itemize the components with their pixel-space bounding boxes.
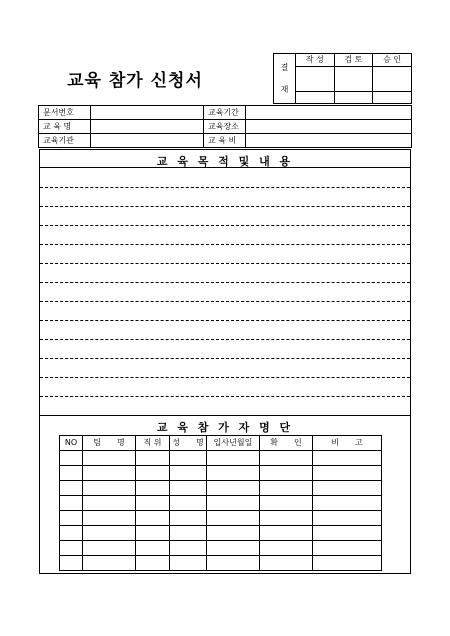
cell[interactable] — [170, 556, 207, 571]
cell[interactable] — [136, 466, 170, 481]
writing-line — [40, 187, 410, 188]
cell[interactable] — [207, 556, 260, 571]
approval-col-author: 작 성 — [296, 54, 335, 67]
cell[interactable] — [260, 451, 313, 466]
edu-name-field[interactable] — [91, 120, 204, 134]
table-row — [60, 451, 382, 466]
table-row — [60, 496, 382, 511]
cell[interactable] — [313, 466, 382, 481]
cell[interactable] — [207, 541, 260, 556]
approval-col-approve: 승 인 — [373, 54, 412, 67]
col-header-name: 성 명 — [170, 436, 207, 451]
form-title: 교육 참가 신청서 — [67, 71, 203, 91]
cell[interactable] — [60, 466, 83, 481]
writing-line — [40, 339, 410, 340]
purpose-title-divider — [40, 167, 410, 168]
cell[interactable] — [313, 451, 382, 466]
approval-sign-approve[interactable] — [373, 67, 412, 92]
table-row — [60, 481, 382, 496]
cell[interactable] — [260, 526, 313, 541]
edu-name-label: 교 육 명 — [39, 120, 91, 134]
table-row — [60, 466, 382, 481]
table-row — [60, 556, 382, 571]
cell[interactable] — [60, 481, 83, 496]
cell[interactable] — [260, 556, 313, 571]
cell[interactable] — [60, 496, 83, 511]
writing-line — [40, 358, 410, 359]
cell[interactable] — [83, 556, 136, 571]
edu-place-label: 교육장소 — [204, 120, 246, 134]
purpose-section-title: 교 육 목 적 및 내 용 — [156, 155, 294, 168]
cell[interactable] — [60, 511, 83, 526]
writing-line — [40, 377, 410, 378]
cell[interactable] — [170, 526, 207, 541]
col-header-team: 팀 명 — [83, 436, 136, 451]
table-row — [60, 526, 382, 541]
approval-sign-author[interactable] — [296, 67, 335, 92]
cell[interactable] — [313, 526, 382, 541]
approval-sign-review[interactable] — [334, 67, 373, 92]
cell[interactable] — [83, 451, 136, 466]
col-header-no: NO — [60, 436, 83, 451]
doc-no-field[interactable] — [91, 106, 204, 120]
cell[interactable] — [207, 496, 260, 511]
approval-col-review: 검 토 — [334, 54, 373, 67]
col-header-remarks: 비 고 — [313, 436, 382, 451]
cell[interactable] — [60, 556, 83, 571]
cell[interactable] — [260, 511, 313, 526]
cell[interactable] — [136, 481, 170, 496]
cell[interactable] — [207, 526, 260, 541]
participants-table — [59, 435, 382, 571]
cell[interactable] — [170, 511, 207, 526]
edu-period-field[interactable] — [246, 106, 412, 120]
cell[interactable] — [83, 526, 136, 541]
cell[interactable] — [207, 481, 260, 496]
edu-org-field[interactable] — [91, 134, 204, 148]
approval-date-author[interactable] — [296, 92, 335, 104]
edu-place-field[interactable] — [246, 120, 412, 134]
cell[interactable] — [170, 481, 207, 496]
approval-date-approve[interactable] — [373, 92, 412, 104]
approval-side-char-1: 결 — [280, 62, 289, 72]
section-divider — [40, 415, 410, 416]
cell[interactable] — [313, 481, 382, 496]
edu-cost-label: 교 육 비 — [204, 134, 246, 148]
approval-side-char-2: 재 — [280, 84, 289, 94]
cell[interactable] — [313, 556, 382, 571]
cell[interactable] — [170, 466, 207, 481]
doc-no-label: 문서번호 — [39, 106, 91, 120]
cell[interactable] — [83, 511, 136, 526]
writing-line — [40, 244, 410, 245]
edu-cost-field[interactable] — [246, 134, 412, 148]
writing-line — [40, 206, 410, 207]
cell[interactable] — [170, 496, 207, 511]
approval-date-review[interactable] — [334, 92, 373, 104]
cell[interactable] — [136, 496, 170, 511]
writing-line — [40, 301, 410, 302]
cell[interactable] — [83, 481, 136, 496]
participants-section-title: 교 육 참 가 자 명 단 — [156, 421, 294, 434]
writing-line — [40, 396, 410, 397]
writing-line — [40, 282, 410, 283]
cell[interactable] — [170, 541, 207, 556]
main-section — [39, 149, 411, 574]
approval-table — [273, 53, 412, 104]
participants-header-row — [60, 436, 382, 451]
cell[interactable] — [136, 511, 170, 526]
writing-line — [40, 225, 410, 226]
approval-side-label — [274, 54, 296, 104]
cell[interactable] — [60, 541, 83, 556]
cell[interactable] — [136, 556, 170, 571]
edu-org-label: 교육기관 — [39, 134, 91, 148]
cell[interactable] — [260, 541, 313, 556]
col-header-confirm: 확 인 — [260, 436, 313, 451]
cell[interactable] — [260, 496, 313, 511]
cell[interactable] — [136, 526, 170, 541]
table-row — [60, 541, 382, 556]
cell[interactable] — [313, 511, 382, 526]
edu-period-label: 교육기간 — [204, 106, 246, 120]
col-header-hire-date: 입사년월일 — [207, 436, 260, 451]
cell[interactable] — [260, 481, 313, 496]
col-header-position: 직 위 — [136, 436, 170, 451]
cell[interactable] — [170, 451, 207, 466]
cell[interactable] — [136, 451, 170, 466]
cell[interactable] — [83, 466, 136, 481]
writing-line — [40, 320, 410, 321]
cell[interactable] — [136, 541, 170, 556]
cell[interactable] — [313, 541, 382, 556]
cell[interactable] — [207, 466, 260, 481]
writing-line — [40, 263, 410, 264]
cell[interactable] — [60, 451, 83, 466]
cell[interactable] — [60, 526, 83, 541]
cell[interactable] — [207, 451, 260, 466]
cell[interactable] — [313, 496, 382, 511]
table-row — [60, 511, 382, 526]
cell[interactable] — [207, 511, 260, 526]
cell[interactable] — [83, 496, 136, 511]
info-table — [38, 105, 412, 148]
cell[interactable] — [83, 541, 136, 556]
cell[interactable] — [260, 466, 313, 481]
